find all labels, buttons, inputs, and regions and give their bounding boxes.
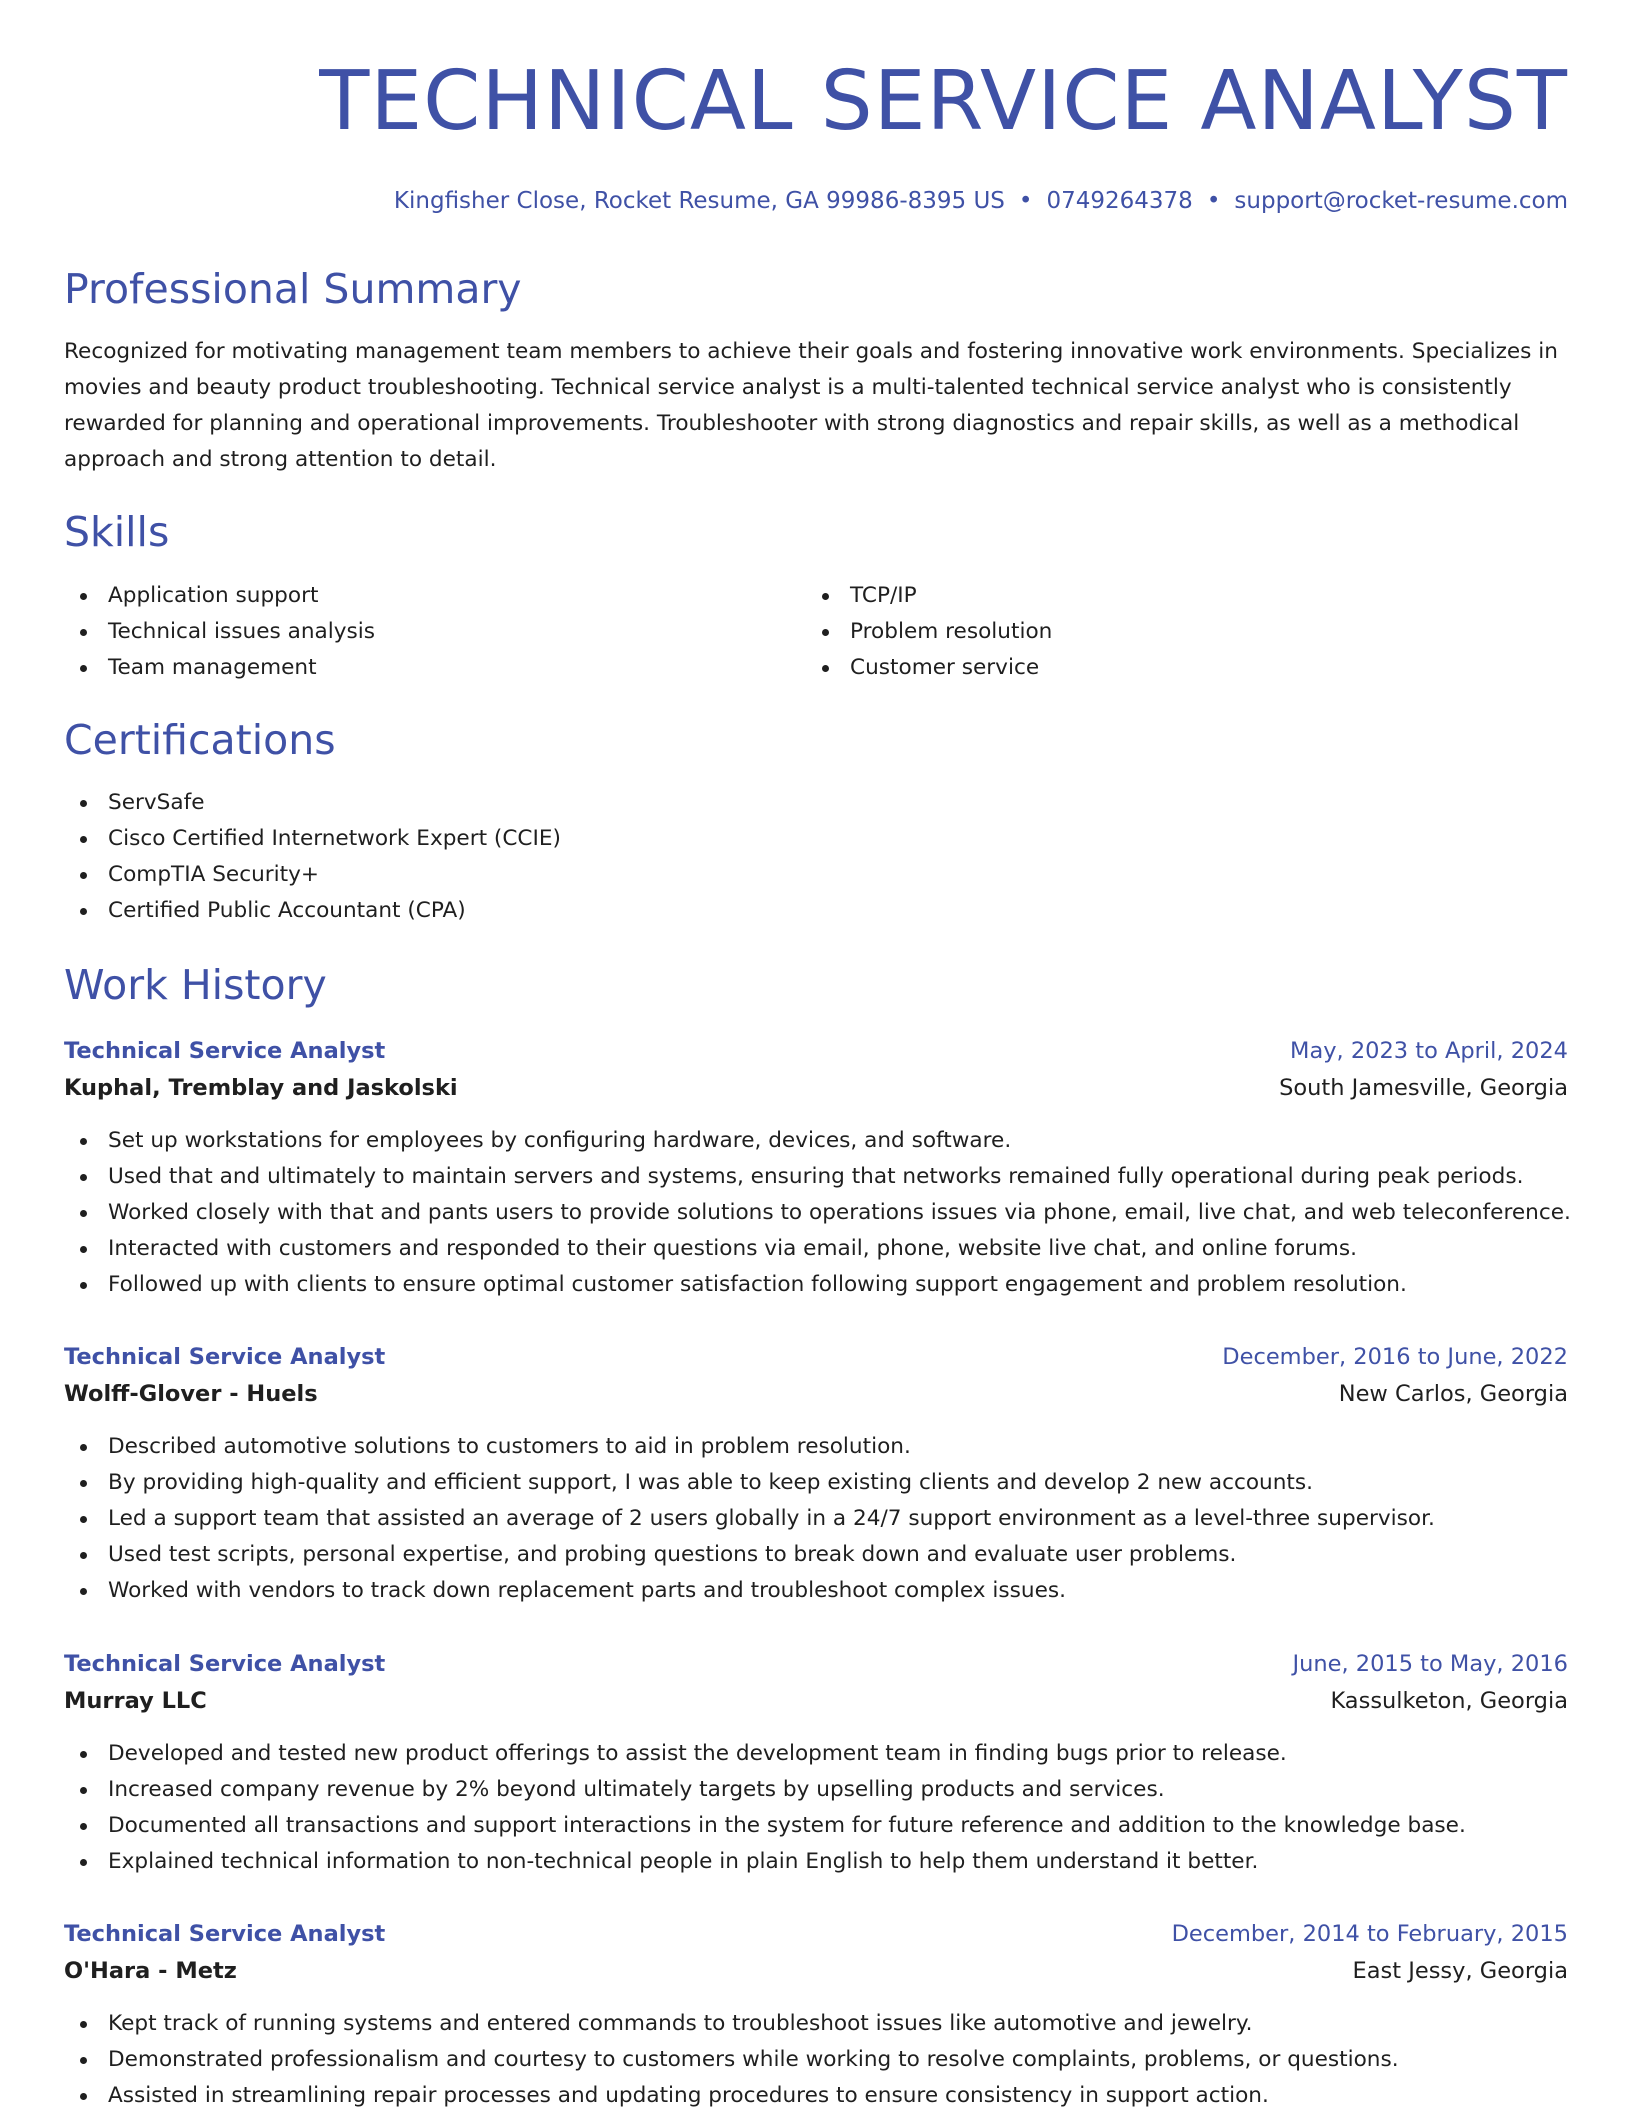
section-title-summary: Professional Summary <box>64 265 522 313</box>
job-title: Technical Service Analyst <box>64 1921 386 1947</box>
job-bullet: Demonstrated professionalism and courtesy to customers while working to resolve complaints, problems, or questions. <box>64 2042 1568 2078</box>
skill-item: Customer service <box>806 650 1548 686</box>
skills-list-left <box>64 578 806 686</box>
job-bullet: Set up workstations for employees by configuring hardware, devices, and software. <box>64 1123 1568 1159</box>
skills-column-left <box>64 578 806 686</box>
job-bullet: Used test scripts, personal expertise, and probing questions to break down and evaluate user problems. <box>64 1537 1568 1573</box>
job-bullet: Described automotive solutions to customers to aid in problem resolution. <box>64 1429 1568 1465</box>
skill-item: TCP/IP <box>806 578 1548 614</box>
certification-item: Cisco Certified Internetwork Expert (CCIE) <box>64 821 1568 857</box>
certifications-list <box>64 785 1568 929</box>
job-company-row <box>64 1682 1568 1720</box>
job-company-row <box>64 1375 1568 1413</box>
candidate-title: TECHNICAL SERVICE ANALYST <box>319 54 1568 149</box>
job-bullets <box>64 1736 1568 1880</box>
skill-item: Technical issues analysis <box>64 614 806 650</box>
job-entry <box>64 1033 1571 1303</box>
job-company: Murray LLC <box>64 1688 207 1714</box>
section-title-work-history: Work History <box>64 961 327 1009</box>
contact-address: Kingfisher Close, Rocket Resume, GA 99986-8395 US <box>393 188 1005 214</box>
job-bullets <box>64 1429 1568 1609</box>
skill-item: Application support <box>64 578 806 614</box>
job-location: East Jessy, Georgia <box>1352 1958 1568 1984</box>
skills-column-right <box>806 578 1548 686</box>
job-bullet: Used that and ultimately to maintain servers and systems, ensuring that networks remained fully operational during peak periods. <box>64 1159 1568 1195</box>
job-bullet: Documented all transactions and support interactions in the system for future reference and addition to the knowledge base. <box>64 1808 1568 1844</box>
job-bullet: Led a support team that assisted an average of 2 users globally in a 24/7 support environment as a level-three supervisor. <box>64 1501 1568 1537</box>
certification-item: ServSafe <box>64 785 1568 821</box>
contact-separator: • <box>1018 188 1033 214</box>
job-bullet: By providing high-quality and efficient support, I was able to keep existing clients and develop 2 new accounts. <box>64 1465 1568 1501</box>
job-bullet: Worked closely with that and pants users to provide solutions to operations issues via phone, email, live chat, and web teleconference. <box>64 1195 1568 1231</box>
job-bullets <box>64 1123 1571 1303</box>
job-bullet: Followed up with clients to ensure optimal customer satisfaction following support engagement and problem resolution. <box>64 1267 1568 1303</box>
resume-page <box>64 0 1571 2108</box>
job-header-row <box>64 1033 1568 1069</box>
job-bullet: Increased company revenue by 2% beyond ultimately targets by upselling products and services. <box>64 1772 1568 1808</box>
resume-header <box>64 0 1568 216</box>
job-title: Technical Service Analyst <box>64 1038 386 1064</box>
job-location: New Carlos, Georgia <box>1338 1381 1568 1407</box>
job-bullet: Interacted with customers and responded to their questions via email, phone, website live chat, and online forums. <box>64 1231 1568 1267</box>
job-header-row <box>64 1646 1568 1682</box>
contact-line <box>64 186 1568 216</box>
job-bullet: Assisted in streamlining repair processes and updating procedures to ensure consistency in support action. <box>64 2078 1568 2114</box>
skill-item: Team management <box>64 650 806 686</box>
job-bullet: Worked with vendors to track down replacement parts and troubleshoot complex issues. <box>64 1573 1568 1609</box>
job-company: Kuphal, Tremblay and Jaskolski <box>64 1075 458 1101</box>
job-dates: December, 2016 to June, 2022 <box>1222 1344 1568 1370</box>
job-company: Wolff-Glover - Huels <box>64 1381 318 1407</box>
job-bullet: Kept track of running systems and entered commands to troubleshoot issues like automotive and jewelry. <box>64 2006 1568 2042</box>
certification-item: CompTIA Security+ <box>64 857 1568 893</box>
job-entry <box>64 1339 1568 1609</box>
contact-separator: • <box>1206 188 1221 214</box>
job-dates: May, 2023 to April, 2024 <box>1290 1038 1568 1064</box>
job-location: Kassulketon, Georgia <box>1330 1688 1568 1714</box>
job-company: O'Hara - Metz <box>64 1958 237 1984</box>
job-bullet: Developed and tested new product offerings to assist the development team in finding bugs prior to release. <box>64 1736 1568 1772</box>
section-title-skills: Skills <box>64 508 170 556</box>
job-entry <box>64 1916 1568 2114</box>
skills-list-right <box>806 578 1548 686</box>
job-header-row <box>64 1916 1568 1952</box>
job-company-row <box>64 1952 1568 1990</box>
skills-grid <box>64 578 1568 686</box>
job-bullets <box>64 2006 1568 2114</box>
contact-phone: 0749264378 <box>1046 188 1193 214</box>
job-title: Technical Service Analyst <box>64 1651 386 1677</box>
job-dates: December, 2014 to February, 2015 <box>1171 1921 1568 1947</box>
job-company-row <box>64 1069 1568 1107</box>
contact-email[interactable]: support@rocket-resume.com <box>1234 188 1568 214</box>
job-entry <box>64 1646 1568 1880</box>
skill-item: Problem resolution <box>806 614 1548 650</box>
job-location: South Jamesville, Georgia <box>1279 1075 1568 1101</box>
job-dates: June, 2015 to May, 2016 <box>1292 1651 1568 1677</box>
job-bullet: Explained technical information to non-technical people in plain English to help them understand it better. <box>64 1844 1568 1880</box>
job-header-row <box>64 1339 1568 1375</box>
certification-item: Certified Public Accountant (CPA) <box>64 893 1568 929</box>
job-title: Technical Service Analyst <box>64 1344 386 1370</box>
summary-text: Recognized for motivating management team members to achieve their goals and fostering innovative work environments. Specializes in movies and beauty product troubleshooting. Technical service analyst is a multi-talented technical service analyst who is consistently rewarded for planning and operational improvements. Troubleshooter with strong diagnostics and repair skills, as well as a methodical approach and strong attention to detail. <box>64 339 1558 472</box>
section-title-certifications: Certifications <box>64 716 336 764</box>
